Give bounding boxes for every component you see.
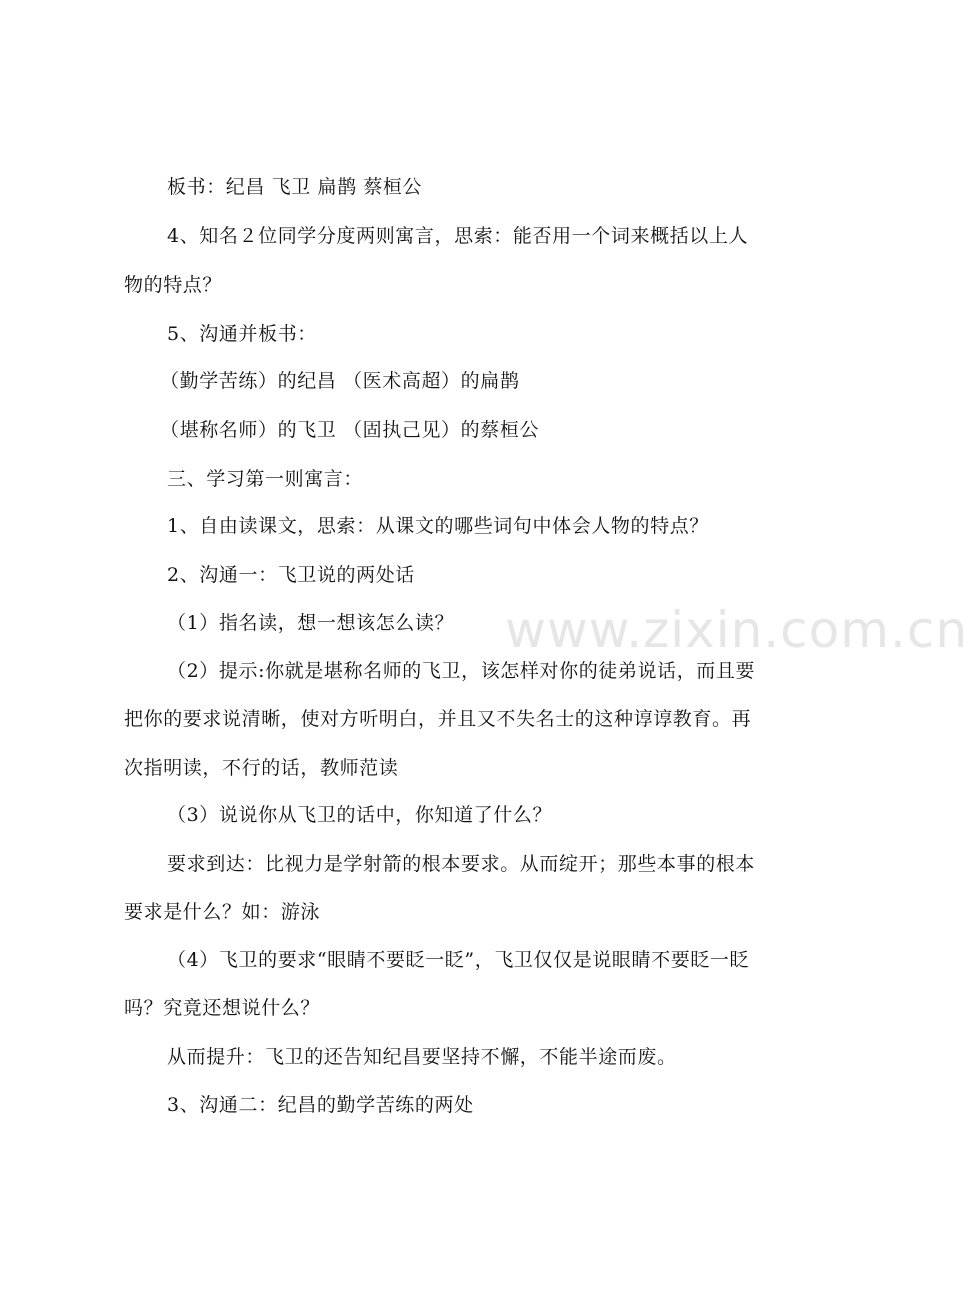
watermark: www.zixin.com.cn — [505, 601, 968, 659]
text-line: （1）指名读，想一想该怎么读？ — [167, 612, 455, 634]
text-line: 板书：纪昌 飞卫 扁鹊 蔡桓公 — [167, 176, 423, 198]
text-line: （勤学苦练）的纪昌 （医术高超）的扁鹊 — [160, 370, 520, 392]
text-line: 从而提升：飞卫的还告知纪昌要坚持不懈，不能半途而废。 — [167, 1046, 677, 1068]
text-line: 吗？究竟还想说什么？ — [124, 997, 321, 1019]
text-line: 5、沟通并板书： — [167, 323, 317, 345]
text-line: （2）提示:你就是堪称名师的飞卫，该怎样对你的徒弟说话，而且要 — [167, 660, 756, 682]
text-line: （4）飞卫的要求“眼睛不要眨一眨”，飞卫仅仅是说眼睛不要眨一眨 — [167, 949, 750, 971]
text-line: 4、知名２位同学分度两则寓言，思索：能否用一个词来概括以上人 — [167, 225, 749, 247]
text-line: 要求是什么？如：游泳 — [124, 901, 321, 923]
text-line: 1、自由读课文，思索：从课文的哪些词句中体会人物的特点？ — [167, 515, 709, 537]
text-line: 2、沟通一：飞卫说的两处话 — [167, 564, 415, 586]
text-line: （堪称名师）的飞卫 （固执己见）的蔡桓公 — [160, 419, 540, 441]
text-line: 次指明读，不行的话，教师范读 — [124, 757, 399, 779]
text-line: 3、沟通二：纪昌的勤学苦练的两处 — [167, 1094, 474, 1116]
text-line: （3）说说你从飞卫的话中，你知道了什么？ — [167, 804, 553, 826]
text-line: 要求到达：比视力是学射箭的根本要求。从而绽开；那些本事的根本 — [167, 853, 756, 875]
text-line: 三、学习第一则寓言： — [167, 468, 364, 490]
text-line: 把你的要求说清晰，使对方听明白，并且又不失名士的这种谆谆教育。再 — [124, 708, 752, 730]
text-line: 物的特点？ — [124, 274, 223, 296]
